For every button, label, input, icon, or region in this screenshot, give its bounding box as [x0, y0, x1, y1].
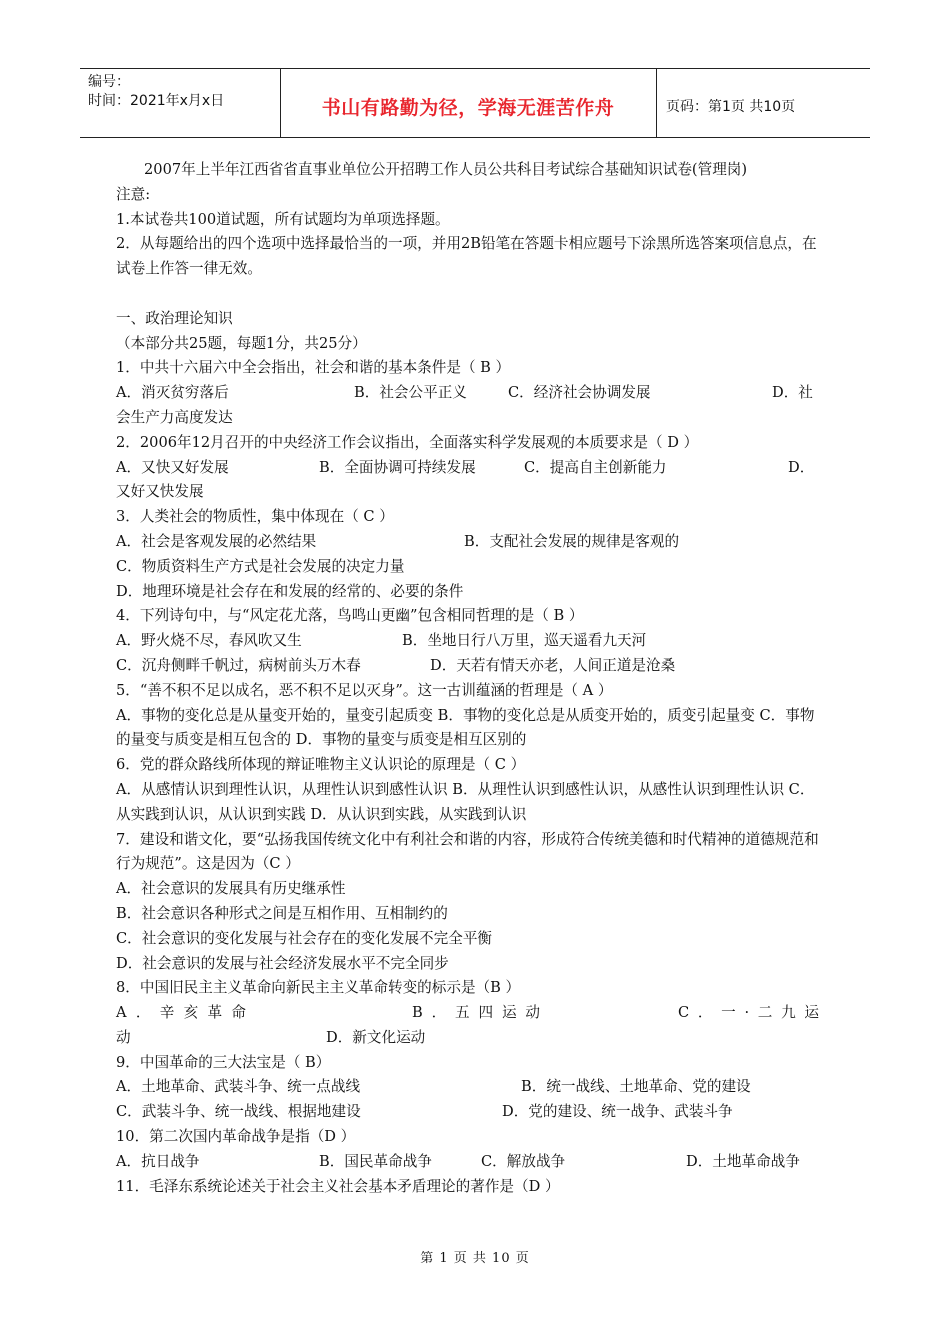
q4-option-b: B．坐地日行八万里，巡天遥看九天河 [402, 632, 647, 650]
note-2: 2．从每题给出的四个选项中选择最恰当的一项，并用2B铅笔在答题卡相应题号下涂黑所选答案项信息点，在试卷上作答一律无效。 [116, 235, 817, 278]
question-9: 9．中国革命的三大法宝是（ B） [116, 1053, 331, 1071]
q3-option-d: D．地理环境是社会存在和发展的经常的、必要的条件 [116, 582, 464, 600]
q4-options-ab [116, 629, 819, 654]
q4-option-c: C．沉舟侧畔千帆过，病树前头万木春 [116, 656, 361, 674]
header-page-label: 页码：第1页 共10页 [666, 99, 796, 115]
q1-options [116, 381, 819, 406]
code-label: 编号： [88, 74, 130, 90]
q10-option-b: B．国民革命战争 [319, 1152, 432, 1170]
q9-option-b: B．统一战线、土地革命、党的建设 [521, 1078, 751, 1096]
q4-option-a: A．野火烧不尽，春风吹又生 [116, 632, 302, 650]
spacer [116, 282, 819, 307]
section-title: 一、政治理论知识 [116, 309, 233, 327]
q1-option-a: A．消灭贫穷落后 [116, 384, 229, 402]
q7-option-d: D．社会意识的发展与社会经济发展水平不完全同步 [116, 954, 449, 972]
q8-options [116, 1001, 819, 1026]
header-motto: 书山有路勤为径，学海无涯苦作舟 [321, 97, 615, 119]
q5-options: A．事物的变化总是从量变开始的，量变引起质变 B．事物的变化总是从质变开始的，质变引起量变 C．事物的量变与质变是相互包含的 D．事物的量变与质变是相互区别的 [116, 706, 815, 749]
time-label: 时间：2021年x月x日 [88, 93, 225, 109]
q8-option-c: C．一·二九运 [678, 1004, 819, 1022]
q3-option-c: C．物质资料生产方式是社会发展的决定力量 [116, 557, 405, 575]
q7-option-b: B．社会意识各种形式之间是互相作用、互相制约的 [116, 904, 448, 922]
q10-options [116, 1150, 819, 1175]
q3-option-a: A．社会是客观发展的必然结果 [116, 532, 317, 550]
q8-option-a: A．辛亥革命 [116, 1004, 246, 1022]
q1-option-d-cont: 会生产力高度发达 [116, 408, 233, 426]
q9-option-d: D．党的建设、统一战争、武装斗争 [502, 1103, 733, 1121]
q8-option-c-cont: 动 [116, 1028, 131, 1046]
q8-option-d: D．新文化运动 [326, 1028, 426, 1046]
q9-options-cd [116, 1100, 819, 1125]
q10-option-a: A．抗日战争 [116, 1152, 200, 1170]
q1-option-c: C．经济社会协调发展 [508, 384, 651, 402]
note-heading: 注意: [116, 185, 151, 203]
q3-option-b: B．支配社会发展的规律是客观的 [464, 532, 680, 550]
header-divider [656, 69, 657, 137]
question-7: 7．建设和谐文化，要“弘扬我国传统文化中有利社会和谐的内容，形成符合传统美德和时代精神的道德规范和行为规范”。这是因为（C ） [116, 830, 819, 873]
q2-option-d: D． [788, 458, 815, 476]
q1-option-b: B．社会公平正义 [354, 384, 467, 402]
exam-title: 2007年上半年江西省省直事业单位公开招聘工作人员公共科目考试综合基础知识试卷(管理岗) [144, 161, 748, 178]
page-footer: 第 1 页 共 10 页 [420, 1251, 530, 1266]
note-1: 1.本试卷共100道试题，所有试题均为单项选择题。 [116, 210, 450, 228]
q9-option-a: A．土地革命、武装斗争、统一点战线 [116, 1078, 361, 1096]
q8-option-b: B．五四运动 [412, 1004, 540, 1022]
page-header [80, 68, 870, 138]
section-info: （本部分共25题，每题1分，共25分） [116, 334, 367, 352]
question-6: 6．党的群众路线所体现的辩证唯物主义认识论的原理是（ C ） [116, 756, 526, 774]
q4-options-cd [116, 654, 819, 679]
q8-options-2 [116, 1026, 819, 1051]
q1-option-d: D．社 [772, 384, 813, 402]
q10-option-c: C．解放战争 [481, 1152, 566, 1170]
question-3: 3．人类社会的物质性，集中体现在（ C ） [116, 508, 394, 526]
q7-option-c: C．社会意识的变化发展与社会存在的变化发展不完全平衡 [116, 929, 493, 947]
question-2: 2．2006年12月召开的中央经济工作会议指出，全面落实科学发展观的本质要求是（ D ） [116, 433, 699, 451]
question-8: 8．中国旧民主主义革命向新民主主义革命转变的标示是（B ） [116, 979, 521, 997]
q3-options-ab [116, 530, 819, 555]
question-11: 11．毛泽东系统论述关于社会主义社会基本矛盾理论的著作是（D ） [116, 1177, 560, 1195]
q7-option-a: A．社会意识的发展具有历史继承性 [116, 880, 346, 898]
q9-option-c: C．武装斗争、统一战线、根据地建设 [116, 1103, 361, 1121]
question-4: 4．下列诗句中，与“风定花尤落，鸟鸣山更幽”包含相同哲理的是（ B ） [116, 607, 584, 625]
q4-option-d: D．天若有情天亦老，人间正道是沧桑 [430, 656, 676, 674]
exam-content [116, 158, 819, 1199]
q2-option-a: A．又快又好发展 [116, 458, 229, 476]
q2-option-d-cont: 又好又快发展 [116, 483, 204, 501]
question-5: 5．“善不积不足以成名，恶不积不足以灭身”。这一古训蕴涵的哲理是（ A ） [116, 681, 613, 699]
question-10: 10．第二次国内革命战争是指（D ） [116, 1128, 356, 1146]
q2-options [116, 456, 819, 481]
q10-option-d: D．土地革命战争 [686, 1152, 800, 1170]
q2-option-c: C．提高自主创新能力 [524, 458, 667, 476]
q6-options: A．从感情认识到理性认识，从理性认识到感性认识 B．从理性认识到感性认识，从感性认识到理性认识 C．从实践到认识，从认识到实践 D．从认识到实践，从实践到认识 [116, 780, 815, 823]
q2-option-b: B．全面协调可持续发展 [319, 458, 476, 476]
question-1: 1．中共十六届六中全会指出，社会和谐的基本条件是（ B ） [116, 359, 511, 377]
q9-options-ab [116, 1075, 819, 1100]
header-meta [88, 73, 224, 111]
